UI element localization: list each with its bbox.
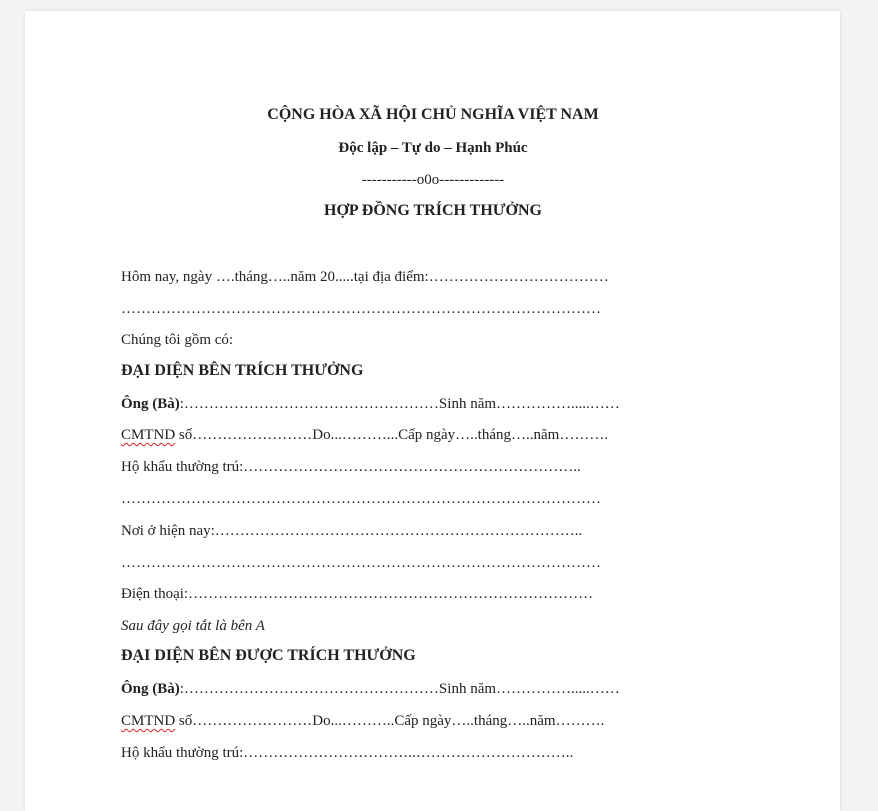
document-title: HỢP ĐỒNG TRÍCH THƯỞNG (324, 202, 542, 219)
party-a-residence-dots: …………………………………………………………………………………… (121, 491, 601, 507)
party-b-residence-line: Hộ khẩu thường trú:……………………………..………………………….. (121, 745, 574, 761)
party-a-phone-line: Điện thoại:……………………………………………………………………… (121, 586, 594, 602)
document-page (25, 11, 840, 811)
party-b-id-label: CMTND (121, 713, 176, 729)
parties-intro: Chúng tôi gồm có: (121, 332, 234, 348)
party-b-id-line (121, 712, 604, 730)
dotted-fill-line: …………………………………………………………………………………… (121, 301, 601, 317)
party-a-heading: ĐẠI DIỆN BÊN TRÍCH THƯỞNG (121, 362, 364, 379)
party-b-name-label: Ông (Bà) (121, 681, 180, 697)
party-a-name-line (121, 395, 620, 413)
party-b-name-line (121, 680, 620, 698)
party-a-name-fill: :……………………………………………Sinh năm…………….....…… (179, 396, 620, 412)
party-b-id-fill: số……………………Do...………..Cấp ngày…..tháng…..năm………. (175, 713, 605, 729)
date-location-line: Hôm nay, ngày ….tháng…..năm 20.....tại địa điểm:……………………………… (121, 269, 609, 285)
party-a-note: Sau đây gọi tắt là bên A (121, 618, 265, 634)
party-a-address-dots: …………………………………………………………………………………… (121, 555, 601, 571)
national-title: CỘNG HÒA XÃ HỘI CHỦ NGHĨA VIỆT NAM (267, 106, 599, 123)
title-divider: -----------o0o------------- (361, 172, 505, 188)
party-a-id-fill: số……………………Do...………...Cấp ngày…..tháng…..năm………. (175, 427, 609, 443)
party-a-address-line: Nơi ở hiện nay:……………………………………………………………….. (121, 523, 583, 539)
party-b-heading: ĐẠI DIỆN BÊN ĐƯỢC TRÍCH THƯỞNG (121, 647, 416, 664)
party-a-residence-line: Hộ khẩu thường trú:………………………………………………………….. (121, 459, 581, 475)
party-a-name-label: Ông (Bà) (121, 396, 180, 412)
party-a-id-line (121, 426, 608, 444)
national-motto: Độc lập – Tự do – Hạnh Phúc (338, 140, 528, 156)
party-a-id-label: CMTND (121, 427, 176, 443)
party-b-name-fill: :……………………………………………Sinh năm…………….....…… (179, 681, 620, 697)
